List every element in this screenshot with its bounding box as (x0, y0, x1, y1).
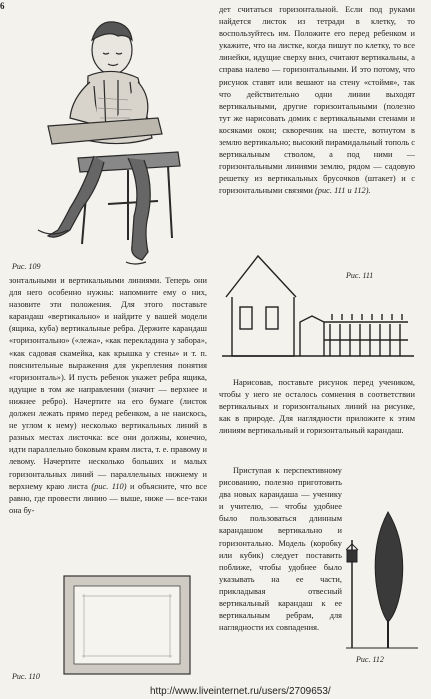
text-block-right-bottom (219, 465, 342, 634)
poplar-and-birdhouse-illustration-icon (346, 510, 418, 650)
page-number: 6 (0, 1, 5, 11)
text-block-left (9, 275, 207, 517)
figure-111 (220, 252, 416, 364)
figure-110 (62, 574, 192, 676)
paragraph-left: зонтальными и вертикальными линиями. Теперь они для него особенно нужны: напомните ему о них, назовите эти положения. Для этого поставьте карандаш «вертикально» и найдите у вашей модели (ящика, куба) вертикальные ребра. Держите карандаш «горизонтально» («лежа», «как перекладина у забора», «как садовая скамейка, как крышка у стены» и т. п. пояснительные выражения для укрепления понятия «горизонталь»). И пусть ребенок укажет ребра ящика, идущие в том же направлении (значит — верхнее и нижнее ребро). Начертите на его бумаге (листок должен лежать прямо перед ребенком, а не наискось, не углом к нему) несколько вертикальных линий в разных местах листочка: все они должны, конечно, идти параллельно боковым краям листа, т. е. правому и левому. Начертите несколько больших и малых горизонтальных линий — параллельных нижнему и верхнему краю листа (9, 276, 208, 491)
text-block-right-mid (219, 377, 415, 437)
paragraph-left-end: и объясните, что все равно, где провести линию — выше, ниже — все-таки она бу- (9, 481, 208, 515)
caption-fig-109: Рис. 109 (12, 262, 41, 271)
caption-fig-112: Рис. 112 (356, 655, 384, 664)
caption-fig-110: Рис. 110 (12, 672, 40, 681)
boy-drawing-illustration-icon (8, 8, 206, 270)
framed-sheet-illustration-icon (62, 574, 192, 676)
house-with-fence-illustration-icon (220, 252, 416, 364)
figure-reference-110: (рис. 110) (91, 481, 127, 491)
paragraph-right-bottom: Приступая к перспективному рисованию, полезно приготовить два новых карандаша — ученику и учителю, — чтобы удобнее было пользоваться длинным карандашом вертикально и горизонтально. Модель (коробку или кубик) следует поставить поближе, чтобы удобнее было указывать на ее части, прикладывая отвесный вертикальный карандаш к ее вертикальным ребрам, для наглядности их совпадения. (219, 466, 342, 633)
figure-reference-111-112: (рис. 111 и 112). (315, 186, 371, 196)
paragraph-top-right: дет считаться горизонтальной. Если под руками найдется листок из тетради в клетку, то воспользуйтесь им. Положите его перед ребенком и укажите, что на листке, когда пишут по клетку, то все линейки, идущие сверху вниз, считают вертикальны, а справа налево — горизонтальными. И это потому, что рисунок ставят или вешают на стену «стоймя», так что действительно одни линии выходят вертикальными, другие горизонтальными (полезно тут же нарисовать домик с вертикальными стенами и косяками окон; скворечник на шесте, вотнутом в землю вертикально; высокий пирамидальный тополь с вертикальным стволом, а под ними — горизонтальными линиями землю, рядом — садовую решетку из вертикальных брусочков (штакет) и с горизонтальными связями (219, 5, 415, 196)
figure-109 (8, 8, 206, 270)
text-block-top-right (219, 4, 415, 198)
watermark-url: http://www.liveinternet.ru/users/2709653/ (150, 686, 331, 697)
figure-112 (346, 510, 418, 650)
caption-fig-111: Рис. 111 (346, 271, 374, 280)
paragraph-right-mid: Нарисовав, поставьте рисунок перед учеником, чтобы у него не осталось сомнения в соответствии вертикальных и горизонтальных линий на рисунке, как в природе. Для наглядности приложите к этим линиям вертикальный и горизонтальный карандаш. (219, 378, 415, 436)
